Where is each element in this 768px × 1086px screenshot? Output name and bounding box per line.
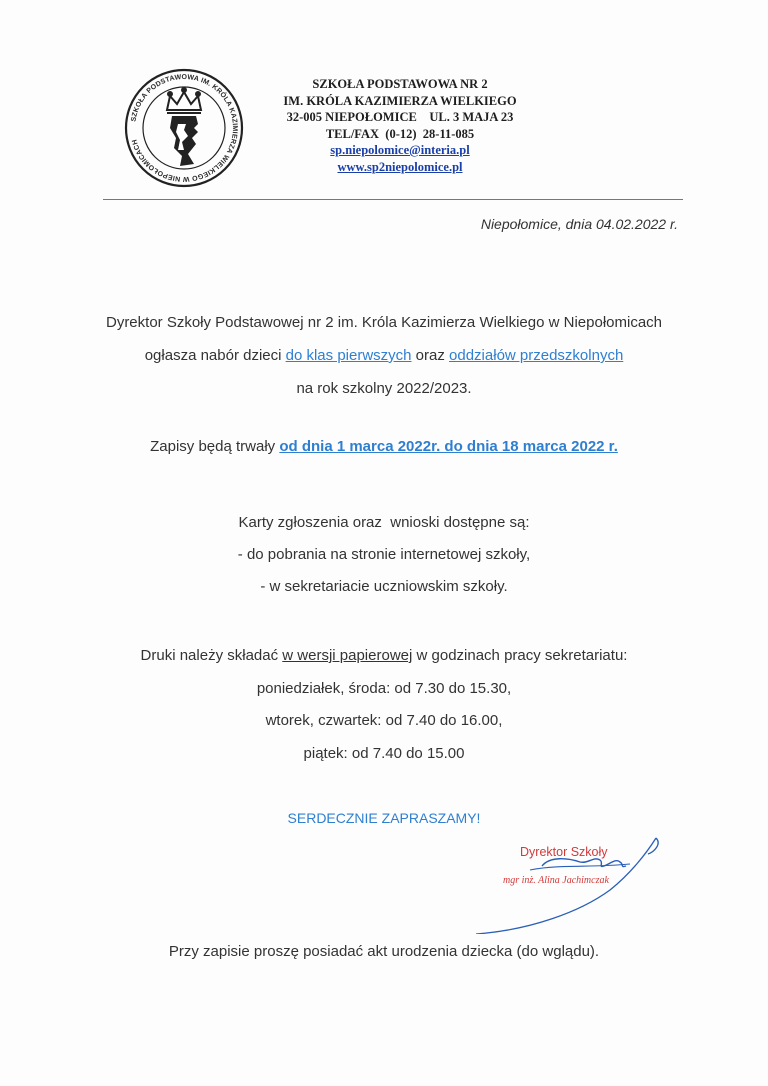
enrollment-period-link[interactable]: od dnia 1 marca 2022r. do dnia 18 marca 2022 r.: [279, 438, 618, 455]
announcement-line-2-mid: oraz: [411, 347, 450, 364]
enrollment-period-line: [60, 438, 708, 455]
school-seal-logo: [122, 66, 246, 190]
crown-icon: [167, 88, 201, 113]
school-header: [250, 76, 550, 175]
preschool-link[interactable]: oddziałów przedszkolnych: [449, 347, 624, 364]
hours-tue-thu: wtorek, czwartek: od 7.40 do 16.00,: [265, 712, 503, 729]
submission-line: [60, 647, 708, 664]
hours-fri: piątek: od 7.40 do 15.00: [303, 745, 465, 762]
announcement-line-3: na rok szkolny 2022/2023.: [296, 380, 472, 397]
first-grade-link[interactable]: do klas pierwszych: [285, 347, 412, 364]
document-date: Niepołomice, dnia 04.02.2022 r.: [480, 216, 678, 232]
seal-ring-text: SZKOŁA PODSTAWOWA IM. KRÓLA KAZIMIERZA WIELKIEGO W NIEPOŁOMICACH: [130, 73, 239, 183]
announcement-line-1: Dyrektor Szkoły Podstawowej nr 2 im. Króla Kazimierza Wielkiego w Niepołomicach: [105, 314, 663, 331]
submission-pre: Druki należy składać: [140, 647, 283, 664]
school-name: SZKOŁA PODSTAWOWA NR 2: [312, 77, 488, 91]
forms-line-3: - w sekretariacie uczniowskim szkoły.: [260, 578, 508, 595]
school-address: 32-005 NIEPOŁOMICE UL. 3 MAJA 23: [286, 110, 514, 124]
birth-certificate-note: Przy zapisie proszę posiadać akt urodzenia dziecka (do wglądu).: [168, 943, 600, 960]
signature-title: Dyrektor Szkoły: [520, 845, 608, 859]
paper-version-text: w wersji papierowej: [282, 647, 413, 664]
handwritten-signature: [470, 834, 690, 934]
school-website-link[interactable]: www.sp2niepolomice.pl: [337, 159, 463, 174]
forms-line-1: Karty zgłoszenia oraz wnioski dostępne są:: [238, 514, 530, 531]
school-phone: TEL/FAX (0-12) 28-11-085: [325, 126, 475, 141]
school-patron: IM. KRÓLA KAZIMIERZA WIELKIEGO: [283, 93, 517, 108]
king-profile-icon: [170, 116, 198, 166]
signature-name: mgr inż. Alina Jachimczak: [503, 875, 609, 886]
announcement-line-2-pre: ogłasza nabór dzieci: [144, 347, 286, 364]
announcement-line-2: [60, 347, 708, 364]
enrollment-pre: Zapisy będą trwały: [150, 438, 280, 455]
forms-line-2: - do pobrania na stronie internetowej szkoły,: [237, 546, 531, 563]
school-email-link[interactable]: sp.niepolomice@interia.pl: [330, 143, 470, 157]
hours-mon-wed: poniedziałek, środa: od 7.30 do 15.30,: [256, 680, 512, 697]
submission-post: w godzinach pracy sekretariatu:: [412, 647, 628, 664]
invitation-text: SERDECZNIE ZAPRASZAMY!: [287, 810, 481, 826]
header-divider: [103, 199, 683, 200]
